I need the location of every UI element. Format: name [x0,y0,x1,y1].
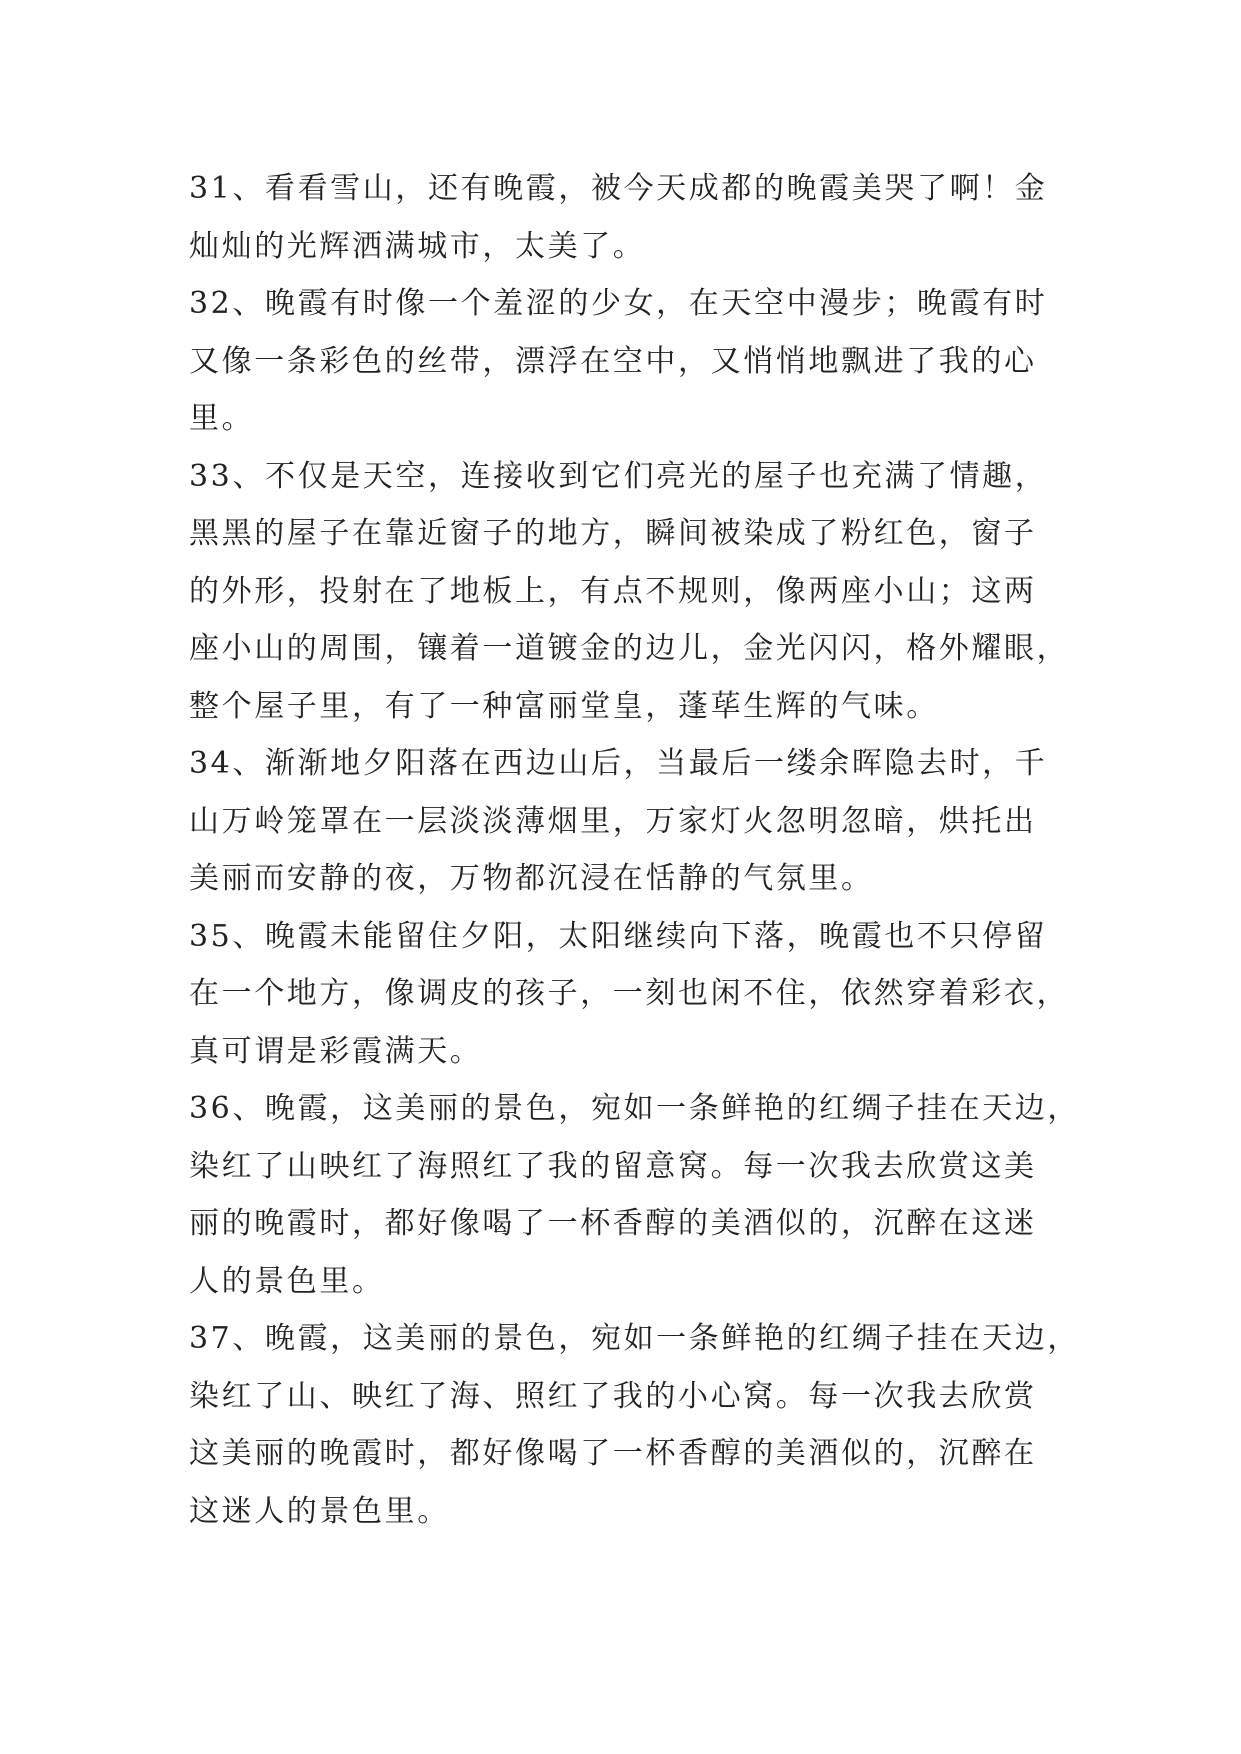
paragraph-35 [189,908,1069,1081]
document-body [189,160,1080,1540]
text-line: 真可谓是彩霞满天。 [189,1033,483,1069]
text-line: 35、晚霞未能留住夕阳，太阳继续向下落，晚霞也不只停留 [189,918,1048,954]
text-line: 染红了山映红了海照红了我的留意窝。每一次我去欣赏这美 [189,1148,1037,1184]
paragraph-36 [189,1080,1080,1310]
paragraph-32 [189,275,1069,448]
text-line: 这迷人的景色里。 [189,1493,450,1529]
text-line: 里。 [189,401,255,436]
paragraph-33 [189,448,1069,736]
paragraph-34 [189,735,1069,908]
text-line: 山万岭笼罩在一层淡淡薄烟里，万家灯火忽明忽暗，烘托出 [189,803,1037,839]
text-line: 37、晚霞，这美丽的景色，宛如一条鲜艳的红绸子挂在天边， [189,1321,1080,1356]
text-line: 31、看看雪山，还有晚霞，被今天成都的晚霞美哭了啊！金 [189,171,1048,206]
text-line: 染红了山、映红了海、照红了我的小心窝。每一次我去欣赏 [189,1378,1037,1414]
text-line: 又像一条彩色的丝带，漂浮在空中，又悄悄地飘进了我的心 [189,343,1037,379]
paragraph-31 [189,160,1069,275]
text-line: 34、渐渐地夕阳落在西边山后，当最后一缕余晖隐去时，千 [189,746,1048,781]
text-line: 在一个地方，像调皮的孩子，一刻也闲不住，依然穿着彩衣， [189,976,1070,1011]
text-line: 座小山的周围，镶着一道镀金的边儿，金光闪闪，格外耀眼， [189,631,1070,666]
text-line: 美丽而安静的夜，万物都沉浸在恬静的气氛里。 [189,861,874,896]
text-line: 这美丽的晚霞时，都好像喝了一杯香醇的美酒似的，沉醉在 [189,1436,1037,1471]
text-line: 丽的晚霞时，都好像喝了一杯香醇的美酒似的，沉醉在这迷 [189,1206,1037,1241]
text-line: 33、不仅是天空，连接收到它们亮光的屋子也充满了情趣， [189,458,1048,494]
text-line: 人的景色里。 [189,1263,385,1299]
text-line: 灿灿的光辉洒满城市，太美了。 [189,228,646,264]
text-line: 黑黑的屋子在靠近窗子的地方，瞬间被染成了粉红色，窗子 [189,516,1037,551]
text-line: 的外形，投射在了地板上，有点不规则，像两座小山；这两 [189,573,1037,609]
text-line: 36、晚霞，这美丽的景色，宛如一条鲜艳的红绸子挂在天边， [189,1091,1080,1126]
paragraph-37 [189,1310,1080,1540]
text-line: 整个屋子里，有了一种富丽堂皇，蓬荜生辉的气味。 [189,688,939,724]
text-line: 32、晚霞有时像一个羞涩的少女，在天空中漫步；晚霞有时 [189,286,1048,321]
